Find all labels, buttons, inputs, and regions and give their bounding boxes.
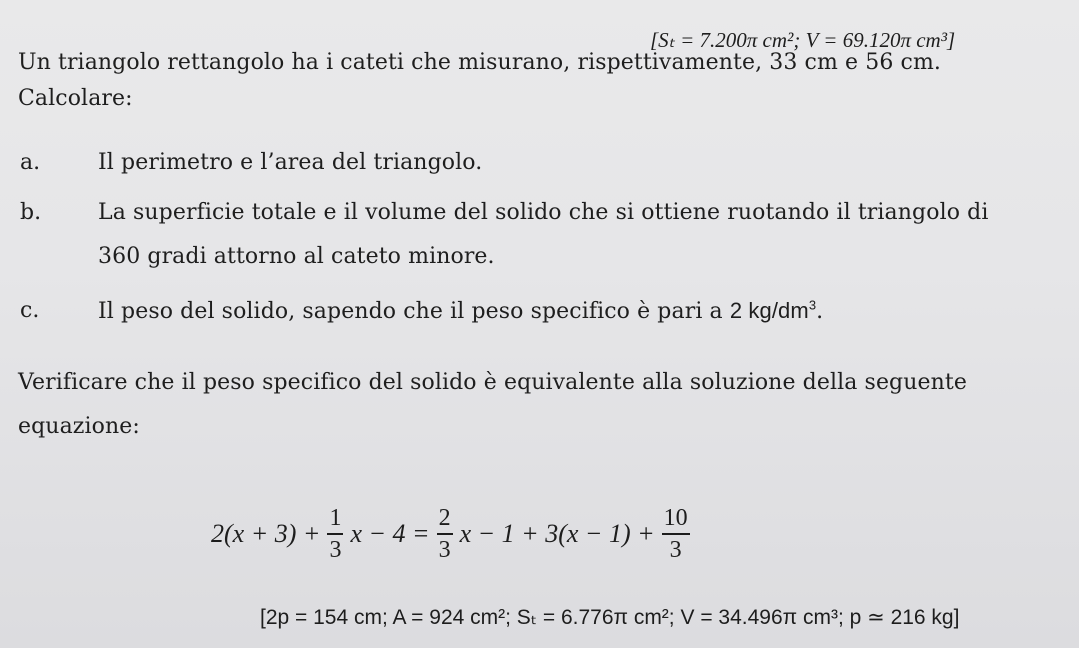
fraction-numerator: 2: [438, 505, 451, 531]
item-c-text: [98, 298, 823, 324]
verify-text-line1: Verificare che il peso specifico del solido è equivalente alla soluzione della seguente: [18, 370, 967, 395]
item-a-text: Il perimetro e l’area del triangolo.: [98, 150, 483, 175]
item-b-text-line1: La superficie totale e il volume del solido che si ottiene ruotando il triangolo di: [98, 200, 989, 225]
fraction-numerator: 10: [663, 505, 688, 531]
fraction-numerator: 1: [329, 505, 342, 531]
item-b-text-line2: 360 gradi attorno al cateto minore.: [98, 244, 495, 269]
fraction-bar: [327, 533, 343, 535]
fraction-two-thirds: [437, 505, 453, 563]
item-c-text-main: Il peso del solido, sapendo che il peso specifico è pari a: [98, 299, 730, 324]
equation-part-2: x − 4 =: [350, 519, 430, 548]
results-note-bottom: [2p = 154 cm; A = 924 cm²; Sₜ = 6.776π cm²; V = 34.496π cm³; p ≃ 216 kg]: [260, 606, 960, 629]
verify-text-line2: equazione:: [18, 414, 140, 439]
results-note-top: [Sₜ = 7.200π cm²; V = 69.120π cm³]: [650, 28, 956, 52]
specific-weight-exponent: 3: [808, 297, 817, 313]
fraction-ten-thirds: [662, 505, 690, 563]
item-c-letter: c.: [20, 298, 40, 323]
fraction-one-third: [327, 505, 343, 563]
fraction-denominator: 3: [438, 537, 451, 563]
equation-part-3: x − 1 + 3(x − 1) +: [459, 519, 655, 548]
equation-part-1: 2(x + 3) +: [211, 519, 321, 548]
problem-intro: Un triangolo rettangolo ha i cateti che misurano, rispettivamente, 33 cm e 56 cm.: [18, 50, 942, 75]
fraction-denominator: 3: [669, 537, 682, 563]
item-a-letter: a.: [20, 150, 41, 175]
fraction-bar: [437, 533, 453, 535]
specific-weight-value: 2 kg/dm: [729, 298, 809, 323]
fraction-bar: [662, 533, 690, 535]
calcolare-label: Calcolare:: [18, 86, 133, 111]
equation: [210, 494, 696, 574]
item-c-period: .: [816, 299, 824, 324]
fraction-denominator: 3: [329, 537, 342, 563]
item-b-letter: b.: [20, 200, 42, 225]
